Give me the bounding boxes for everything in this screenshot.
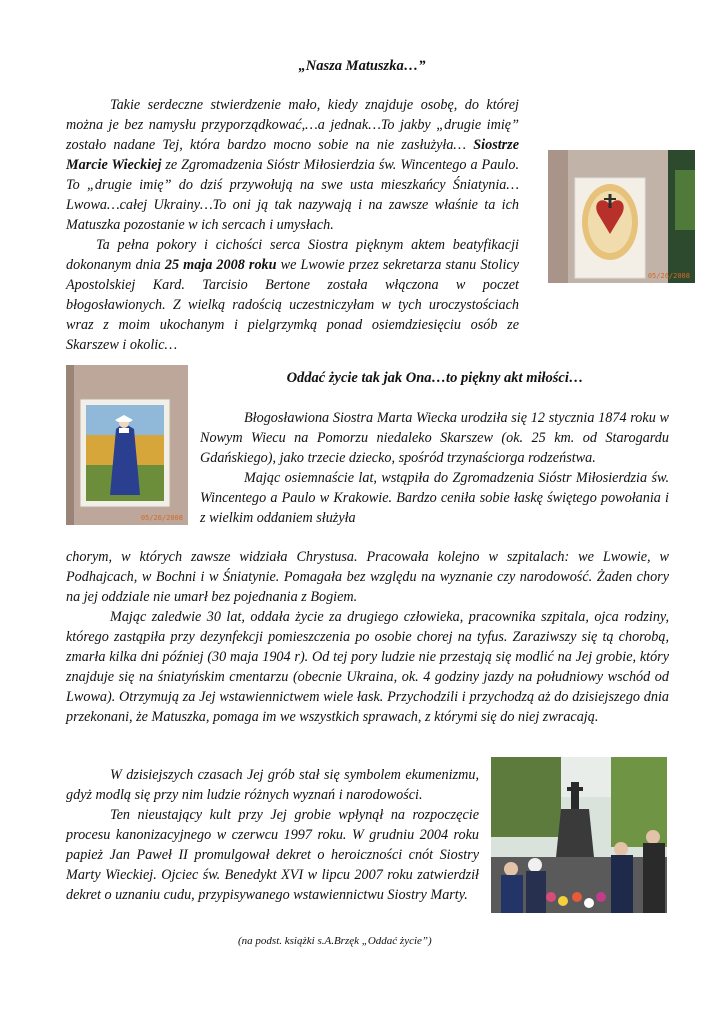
body-paragraph-3: Mając zaledwie 30 lat, oddała życie za drugiego człowieka, pracownika szpitala, ojca rodziny, którego zastąpiła przy dezynfekcji pomieszczenia po osobie chorej na tyfus. Zaraziwszy się tą chorobą, zmarła kilka dni później (30 maja 1904 r). Od tej pory ludzie nie przestają się modlić na Jej grobie, który znajduje się na śniatyńskim cmentarzu (obecnie Ukraina, ok. 4 godziny jazdy na południowy wschód od Lwowa). Otrzymują za Jej wstawiennictwem wiele łask. Przychodzili i przychodzą aż do dzisiejszego dnia przekonani, że Matuszka, pomaga im we wszystkich sprawach, z którymi się do niej zwracają. (66, 609, 669, 725)
closing-text (66, 765, 479, 905)
grave-photo (491, 757, 667, 913)
body-paragraph-1: Błogosławiona Siostra Marta Wiecka urodziła się 12 stycznia 1874 roku w Nowym Wiecu na Pomorzu niedaleko Skarszew (ok. 25 km. od Starogardu Gdańskiego), jako trzecie dziecko, spośród trzynaściorga rodzeństwa. (200, 410, 669, 466)
body-text (200, 408, 669, 528)
painting-image (66, 365, 188, 525)
intro-text (66, 95, 669, 355)
source-caption: (na podst. książki s.A.Brzęk „Oddać życie”) (238, 935, 432, 947)
page-title: „Nasza Matuszka…” (298, 58, 426, 74)
date-stamp: 05/26/2008 (140, 514, 183, 522)
date-stamp: 05/26/2008 (647, 272, 690, 280)
painting-photo (66, 365, 188, 525)
intro-paragraph-1: Takie serdeczne stwierdzenie mało, kiedy znajduje osobę, do której można je bez namysłu przyporządkować,…a jednak…To jakby „drugie imię” zostało nadane Tej, która bardzo mocno sobie na nie zasłużyła… Siostrze Marcie Wieckiej ze Zgromadzenia Sióstr Miłosierdzia św. Wincentego a Paulo. To „drugie imię” do dziś przywołują na swe usta mieszkańcy Śniatynia…Lwowa…całej Ukrainy…To oni ją tak nazywają i na zawsze właśnie ta ich Matuszka pozostanie w ich sercach i umysłach. (66, 97, 519, 233)
name-highlight: Siostrze Marcie Wieckiej (66, 137, 519, 173)
grave-image (491, 757, 667, 913)
body-text-wide (66, 547, 669, 727)
body-paragraph-2b: chorym, w których zawsze widziała Chrystusa. Pracowała kolejno w szpitalach: we Lwowie, w Podhajcach, w Bochni i w Śniatynie. Pomagała bez względu na wyznanie czy narodowość. Żaden chory na jej oddziale nie umarł bez pojednania z Bogiem. (66, 549, 669, 605)
body-paragraph-4: W dzisiejszych czasach Jej grób stał się symbolem ekumenizmu, gdyż modlą się przy nim ludzie różnych wyznań i narodowości. (66, 767, 479, 803)
intro-paragraph-2: Ta pełna pokory i cichości serca Siostra pięknym aktem beatyfikacji dokonanym dnia 25 maja 2008 roku we Lwowie przez sekretarza stanu Stolicy Apostolskiej Kard. Tarcisio Bertone została włączona w poczet błogosławionych. Z wielką radością uczestniczyłam w tych uroczystościach wraz z moim ukochanym i pielgrzymką ponad osiemdziesięciu osób ze Skarszew i okolic… (66, 237, 519, 353)
body-paragraph-2a: Mając osiemnaście lat, wstąpiła do Zgromadzenia Sióstr Miłosierdzia św. Wincentego a Paulo w Krakowie. Bardzo ceniła sobie łaskę świętego powołania i z wielkim oddaniem służyła (200, 470, 669, 526)
body-paragraph-5: Ten nieustający kult przy Jej grobie wpłynął na rozpoczęcie procesu kanonizacyjnego w czerwcu 1997 roku. W grudniu 2004 roku papież Jan Paweł II promulgował dekret o heroiczności cnót Siostry Marty Wieckiej. Ojciec św. Benedykt XVI w lipcu 2007 roku zatwierdził dekret o uznaniu cudu, przypisywanego wstawiennictwu Siostry Marty. (66, 807, 479, 903)
date-highlight: 25 maja 2008 roku (164, 257, 277, 273)
section-subtitle: Oddać życie tak jak Ona…to piękny akt miłości… (286, 370, 584, 386)
